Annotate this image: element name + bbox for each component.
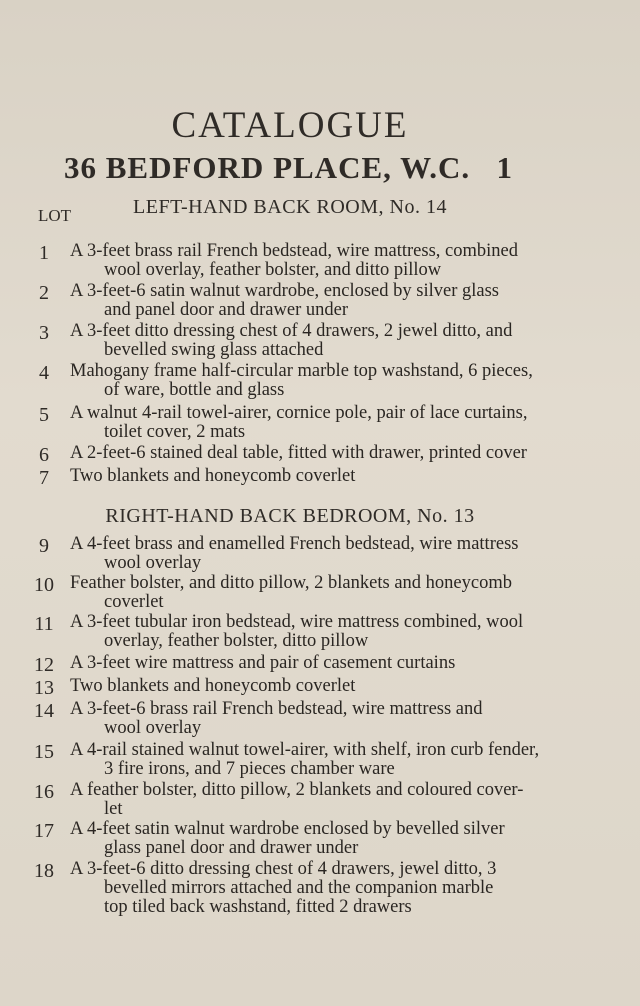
lot-description xyxy=(70,322,548,360)
lot-description-line: A feather bolster, ditto pillow, 2 blankets and coloured cover- xyxy=(70,780,524,800)
lot-description-line: A 4-feet satin walnut wardrobe enclosed by bevelled silver xyxy=(70,819,505,839)
lot-description-line: A walnut 4-rail towel-airer, cornice pole, pair of lace curtains, xyxy=(70,403,528,423)
room-heading-right-back-bedroom: RIGHT-HAND BACK BEDROOM, No. 13 xyxy=(105,505,475,527)
lot-description-line: Feather bolster, and ditto pillow, 2 blankets and honeycomb xyxy=(70,573,512,593)
lot-number: 13 xyxy=(34,677,54,699)
lot-description-line: 3 fire irons, and 7 pieces chamber ware xyxy=(104,759,395,779)
lot-number: 2 xyxy=(39,282,49,304)
lot-number: 9 xyxy=(39,535,49,557)
lot-description xyxy=(70,613,548,651)
lot-number: 7 xyxy=(39,467,49,489)
lot-description-line: toilet cover, 2 mats xyxy=(104,422,246,442)
lot-description xyxy=(70,535,548,573)
lot-number: 15 xyxy=(34,741,54,763)
lot-description xyxy=(70,654,548,673)
lot-number: 16 xyxy=(34,781,54,803)
lot-number: 12 xyxy=(34,654,54,676)
lot-description-line: Mahogany frame half-circular marble top washstand, 6 pieces, xyxy=(70,361,533,381)
lot-description-line: A 3-feet brass rail French bedstead, wire mattress, combined xyxy=(70,241,518,261)
lot-description-line: coverlet xyxy=(104,592,164,612)
lot-description xyxy=(70,741,548,779)
lot-column-label: LOT xyxy=(38,206,72,225)
lot-description xyxy=(70,242,548,280)
lot-number: 5 xyxy=(39,404,49,426)
lot-description-line: wool overlay xyxy=(104,718,202,738)
lot-description-line: A 3-feet ditto dressing chest of 4 drawers, 2 jewel ditto, and xyxy=(70,321,513,341)
lot-description-line: wool overlay, feather bolster, and ditto pillow xyxy=(104,260,442,280)
lot-description-line: A 3-feet tubular iron bedstead, wire mattress combined, wool xyxy=(70,612,524,632)
lot-number: 17 xyxy=(34,820,54,842)
lot-number: 1 xyxy=(39,242,49,264)
lot-description-line: overlay, feather bolster, ditto pillow xyxy=(104,631,369,651)
lot-description xyxy=(70,860,548,917)
lot-description-line: wool overlay xyxy=(104,553,202,573)
lot-description-line: bevelled mirrors attached and the companion marble xyxy=(104,878,494,898)
lot-description-line: A 3-feet wire mattress and pair of casement curtains xyxy=(70,653,456,673)
lot-description-line: glass panel door and drawer under xyxy=(104,838,359,858)
lot-description xyxy=(70,362,548,400)
page-number: 1 xyxy=(496,150,512,185)
lot-description xyxy=(70,781,548,819)
lot-description xyxy=(70,282,548,320)
lot-description-line: Two blankets and honeycomb coverlet xyxy=(70,466,356,486)
lot-description xyxy=(70,700,548,738)
lot-description xyxy=(70,444,548,463)
lot-description-line: A 2-feet-6 stained deal table, fitted with drawer, printed cover xyxy=(70,443,527,463)
lot-number: 3 xyxy=(39,322,49,344)
lot-number: 11 xyxy=(34,613,54,635)
lot-description-line: top tiled back washstand, fitted 2 drawers xyxy=(104,897,412,917)
lot-description xyxy=(70,574,548,612)
lot-description-line: Two blankets and honeycomb coverlet xyxy=(70,676,356,696)
room-heading-left-back-room: LEFT-HAND BACK ROOM, No. 14 xyxy=(133,196,447,218)
lot-description xyxy=(70,404,548,442)
lot-description-line: A 4-feet brass and enamelled French bedstead, wire mattress xyxy=(70,534,519,554)
lot-number: 14 xyxy=(34,700,54,722)
lot-description-line: A 3-feet-6 ditto dressing chest of 4 drawers, jewel ditto, 3 xyxy=(70,859,497,879)
running-header xyxy=(0,150,640,200)
lot-number: 10 xyxy=(34,574,54,596)
lot-description xyxy=(70,467,548,486)
lot-description xyxy=(70,677,548,696)
lot-description-line: of ware, bottle and glass xyxy=(104,380,285,400)
address-heading: 36 BEDFORD PLACE, W.C. xyxy=(64,150,471,185)
lot-description-line: and panel door and drawer under xyxy=(104,300,348,320)
page-title: CATALOGUE xyxy=(171,105,409,146)
lot-description xyxy=(70,820,548,858)
lot-description-line: A 3-feet-6 satin walnut wardrobe, enclosed by silver glass xyxy=(70,281,499,301)
lot-number: 18 xyxy=(34,860,54,882)
lot-number: 4 xyxy=(39,362,49,384)
lot-number: 6 xyxy=(39,444,49,466)
lot-description-line: bevelled swing glass attached xyxy=(104,340,324,360)
lot-description-line: let xyxy=(104,799,123,819)
lot-description-line: A 4-rail stained walnut towel-airer, with shelf, iron curb fender, xyxy=(70,740,540,760)
lot-description-line: A 3-feet-6 brass rail French bedstead, wire mattress and xyxy=(70,699,483,719)
